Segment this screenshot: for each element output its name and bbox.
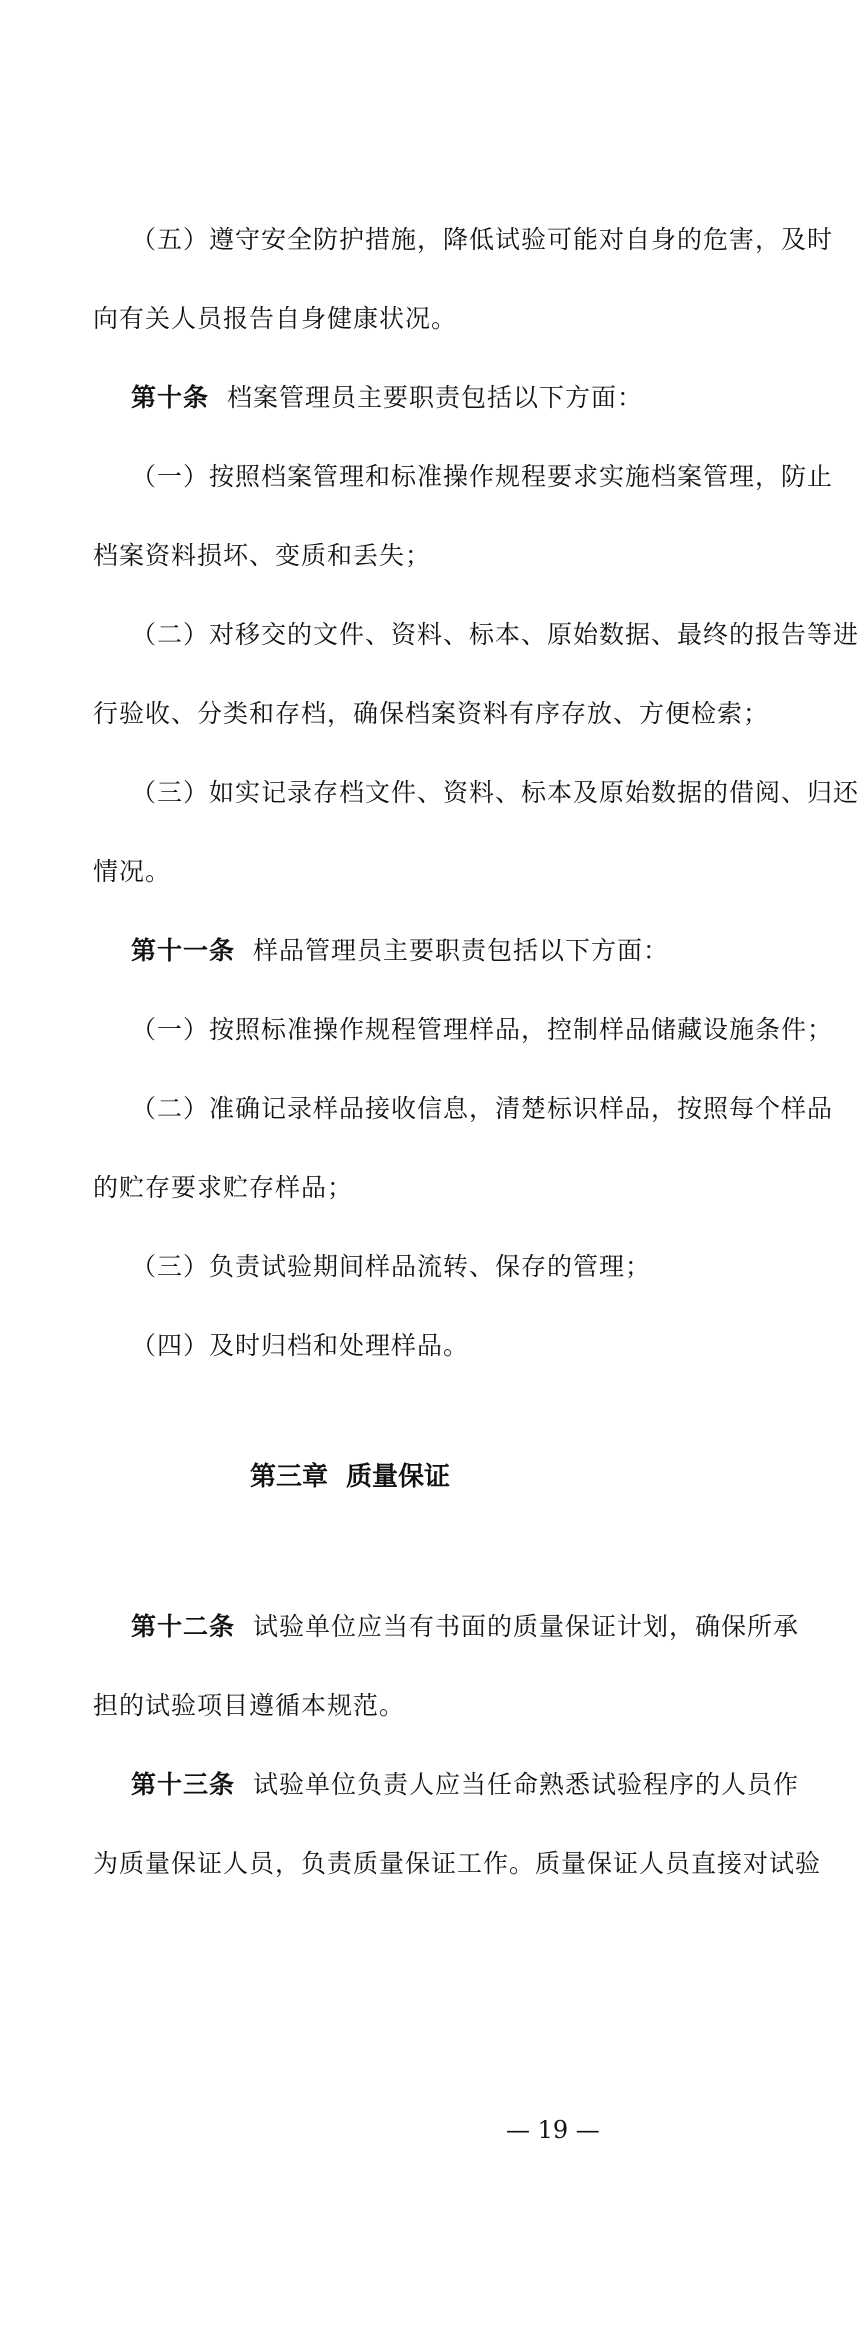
article-11 <box>131 934 670 968</box>
article-number: 第十条 <box>131 383 210 412</box>
article-number: 第十三条 <box>131 1770 236 1799</box>
text-line: 行验收、分类和存档，确保档案资料有序存放、方便检索； <box>93 699 770 728</box>
article-number: 第十一条 <box>131 936 236 965</box>
text-line: 向有关人员报告自身健康状况。 <box>93 304 458 333</box>
text-line: （四）及时归档和处理样品。 <box>131 1331 470 1360</box>
article-text: 试验单位应当有书面的质量保证计划，确保所承 <box>253 1612 800 1641</box>
article-12 <box>131 1610 800 1644</box>
article-13 <box>131 1768 800 1802</box>
text-line: 的贮存要求贮存样品； <box>93 1173 354 1202</box>
text-line: （五）遵守安全防护措施，降低试验可能对自身的危害，及时 <box>131 225 834 254</box>
article-text: 档案管理员主要职责包括以下方面： <box>227 383 644 412</box>
chapter-title: 质量保证 <box>346 1462 451 1492</box>
article-10 <box>131 381 644 415</box>
text-line: 为质量保证人员，负责质量保证工作。质量保证人员直接对试验 <box>93 1849 822 1878</box>
chapter-heading <box>0 1460 700 1494</box>
page-number: — 19 — <box>506 2116 600 2144</box>
chapter-number: 第三章 <box>249 1462 328 1492</box>
text-line: 档案资料损坏、变质和丢失； <box>93 541 432 570</box>
text-line: （三）如实记录存档文件、资料、标本及原始数据的借阅、归还 <box>131 778 859 807</box>
text-line: （二）对移交的文件、资料、标本、原始数据、最终的报告等进 <box>131 620 859 649</box>
text-line: （一）按照档案管理和标准操作规程要求实施档案管理，防止 <box>131 462 834 491</box>
article-text: 样品管理员主要职责包括以下方面： <box>253 936 670 965</box>
text-line: 担的试验项目遵循本规范。 <box>93 1691 406 1720</box>
article-number: 第十二条 <box>131 1612 236 1641</box>
text-line: 情况。 <box>93 857 172 886</box>
text-line: （三）负责试验期间样品流转、保存的管理； <box>131 1252 652 1281</box>
article-text: 试验单位负责人应当任命熟悉试验程序的人员作 <box>253 1770 800 1799</box>
text-line: （二）准确记录样品接收信息，清楚标识样品，按照每个样品 <box>131 1094 834 1123</box>
text-line: （一）按照标准操作规程管理样品，控制样品储藏设施条件； <box>131 1015 834 1044</box>
